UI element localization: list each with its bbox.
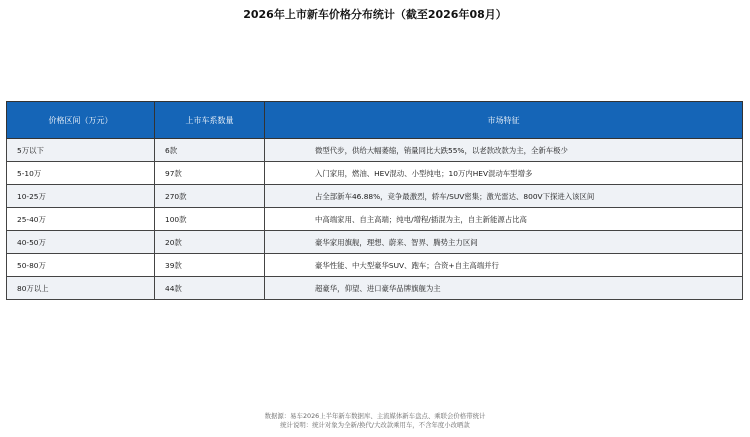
cell-market-feature: 豪华家用旗舰，理想、蔚来、智界、腾势主力区间 (265, 231, 743, 254)
cell-market-feature: 入门家用，燃油、HEV混动、小型纯电；10万内HEV混动车型增多 (265, 162, 743, 185)
table-row (7, 162, 743, 185)
cell-price-range: 40-50万 (7, 231, 155, 254)
header-market-feature: 市场特征 (265, 102, 743, 139)
cell-price-range: 50-80万 (7, 254, 155, 277)
cell-price-range: 10-25万 (7, 185, 155, 208)
table-row (7, 185, 743, 208)
cell-market-feature: 占全部新车46.88%，竞争最激烈，轿车/SUV密集；激光雷达、800V下探进入该区间 (265, 185, 743, 208)
cell-model-count: 44款 (155, 277, 265, 300)
table-row (7, 231, 743, 254)
table-row (7, 208, 743, 231)
header-price-range: 价格区间（万元） (7, 102, 155, 139)
table-row (7, 139, 743, 162)
cell-market-feature: 微型代步，供给大幅萎缩，销量同比大跌55%，以老款改款为主，全新车极少 (265, 139, 743, 162)
cell-price-range: 5-10万 (7, 162, 155, 185)
table-header-row (7, 102, 743, 139)
data-source-note: 数据源：易车2026上半年新车数据库、主流媒体新车盘点、乘联会价格带统计 (264, 412, 486, 420)
price-distribution-table (6, 101, 743, 300)
cell-market-feature: 豪华性能、中大型豪华SUV、跑车；合资+自主高端并行 (265, 254, 743, 277)
cell-market-feature: 中高端家用、自主高端；纯电/增程/插混为主，自主新能源占比高 (265, 208, 743, 231)
cell-model-count: 6款 (155, 139, 265, 162)
footer-notes (0, 412, 750, 430)
statistics-note: 统计说明：统计对象为全新/换代/大改款乘用车，不含年度小改晒款 (280, 421, 470, 429)
cell-model-count: 20款 (155, 231, 265, 254)
cell-model-count: 97款 (155, 162, 265, 185)
cell-price-range: 25-40万 (7, 208, 155, 231)
cell-price-range: 5万以下 (7, 139, 155, 162)
table-row (7, 254, 743, 277)
cell-model-count: 270款 (155, 185, 265, 208)
table-row (7, 277, 743, 300)
header-model-count: 上市车系数量 (155, 102, 265, 139)
cell-price-range: 80万以上 (7, 277, 155, 300)
cell-market-feature: 超豪华，仰望、进口豪华品牌旗舰为主 (265, 277, 743, 300)
page-title: 2026年上市新车价格分布统计（截至2026年08月） (243, 8, 507, 21)
cell-model-count: 100款 (155, 208, 265, 231)
cell-model-count: 39款 (155, 254, 265, 277)
